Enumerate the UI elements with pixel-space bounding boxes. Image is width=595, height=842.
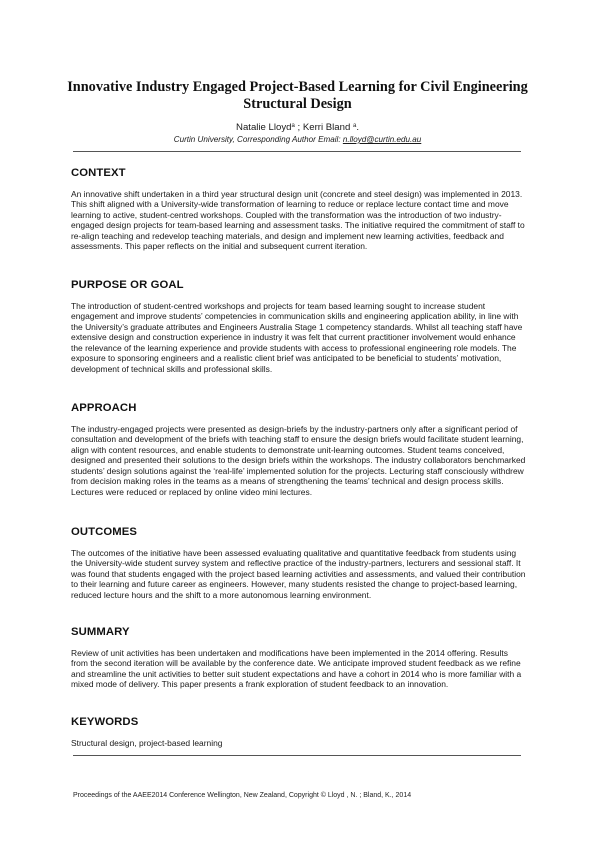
author-separator: ;	[294, 122, 303, 133]
footer-divider	[73, 755, 521, 756]
section-body-keywords: Structural design, project-based learning	[71, 738, 223, 748]
author-line	[60, 122, 535, 133]
section-heading-keywords: KEYWORDS	[71, 716, 139, 728]
author-affil-mark-2: a	[352, 123, 357, 129]
section-heading-context: CONTEXT	[71, 167, 126, 179]
section-body-purpose: The introduction of student-centred workshops and projects for team based learning sought to increase student engagement and improve students’ competencies in communication skills and engineering application ability, in line with the University’s graduate attributes and Engineers Australia Stage 1 competency standards. Whilst all teaching staff have extensive design and construction experience in industry it was felt that current practitioner involvement would enhance the relevance of the learning experience and provide students with access to professional engineering role models. The exposure to sponsoring engineers and a realistic client brief was anticipated to be beneficial to students’ motivation, development of technical skills and professional skills.	[71, 301, 523, 374]
section-outcomes	[71, 526, 527, 600]
page-footer: Proceedings of the AAEE2014 Conference Wellington, New Zealand, Copyright © Lloyd , N. ; Bland, K., 2014	[73, 792, 412, 799]
section-purpose	[71, 279, 527, 374]
author-line-end: .	[356, 122, 359, 133]
affiliation-text: Curtin University, Corresponding Author Email:	[173, 135, 343, 144]
section-body-context: An innovative shift undertaken in a third year structural design unit (concrete and steel design) was implemented in 2013. This shift aligned with a University-wide transformation of learning to reduce or replace lecture contact time and move learning to active, student-centred workshops. Coupled with the transformation was the introduction of two industry-engaged design projects for team-based learning and assessment tasks. The initiative required the commitment of staff to re-align teaching and redevelop teaching materials, and design and implement new learning activities, feedback and assessments. This paper reflects on the initial and subsequent current iteration.	[71, 189, 525, 252]
section-body-approach: The industry-engaged projects were presented as design-briefs by the industry-partners only after a significant period of consultation and development of the briefs with teaching staff to ensure the design briefs would facilitate student learning, align with content resources, and enable students to demonstrate unit-learning outcomes. Student teams conceived, designed and presented their solutions to the design briefs within the workshops. The industry collaborators benchmarked students’ design solutions against the ‘real-life’ implemented solution for the projects. Lecturing staff consciously withdrew from decision making roles in the teams as a means of strengthening the teams’ technical and design process skills. Lectures were reduced or replaced by online video mini lectures.	[71, 424, 526, 497]
section-body-outcomes: The outcomes of the initiative have been assessed evaluating qualitative and quantitative feedback from students using the University-wide student survey system and reflective practice of the industry-partners, lecturers and sessional staff. It was found that students engaged with the project based learning activities and assessments, and valued their contribution to their learning and future career as engineers. However, many students resisted the change to project-based learning, reduced lecture hours and the shift to a more autonomous learning environment.	[71, 548, 526, 600]
corresponding-email-link[interactable]: n.lloyd@curtin.edu.au	[342, 135, 422, 144]
section-context	[71, 167, 527, 252]
author-name-1: Natalie Lloyd	[236, 122, 292, 133]
section-body-summary: Review of unit activities has been undertaken and modifications have been implemented in the 2014 offering. Results from the second iteration will be available by the conference date. We anticipate improved student feedback as we refine and streamline the unit activities to better suit student expectations and have a cohort in 2014 who is more familiar with a mixed mode of delivery. This paper presents a frank exploration of student feedback to an innovation.	[71, 648, 522, 690]
affiliation-line	[60, 134, 535, 145]
section-summary	[71, 626, 527, 690]
author-name-2: Kerri Bland	[302, 122, 351, 133]
author-affil-mark-1: a	[291, 123, 295, 129]
section-keywords	[71, 716, 527, 748]
section-heading-summary: SUMMARY	[71, 626, 130, 638]
header-divider	[73, 151, 521, 152]
section-heading-approach: APPROACH	[71, 402, 137, 414]
section-approach	[71, 402, 527, 497]
paper-title: Innovative Industry Engaged Project-Based Learning for Civil Engineering Structural Design	[67, 79, 528, 112]
section-heading-outcomes: OUTCOMES	[71, 526, 138, 538]
section-heading-purpose: PURPOSE OR GOAL	[71, 279, 184, 291]
